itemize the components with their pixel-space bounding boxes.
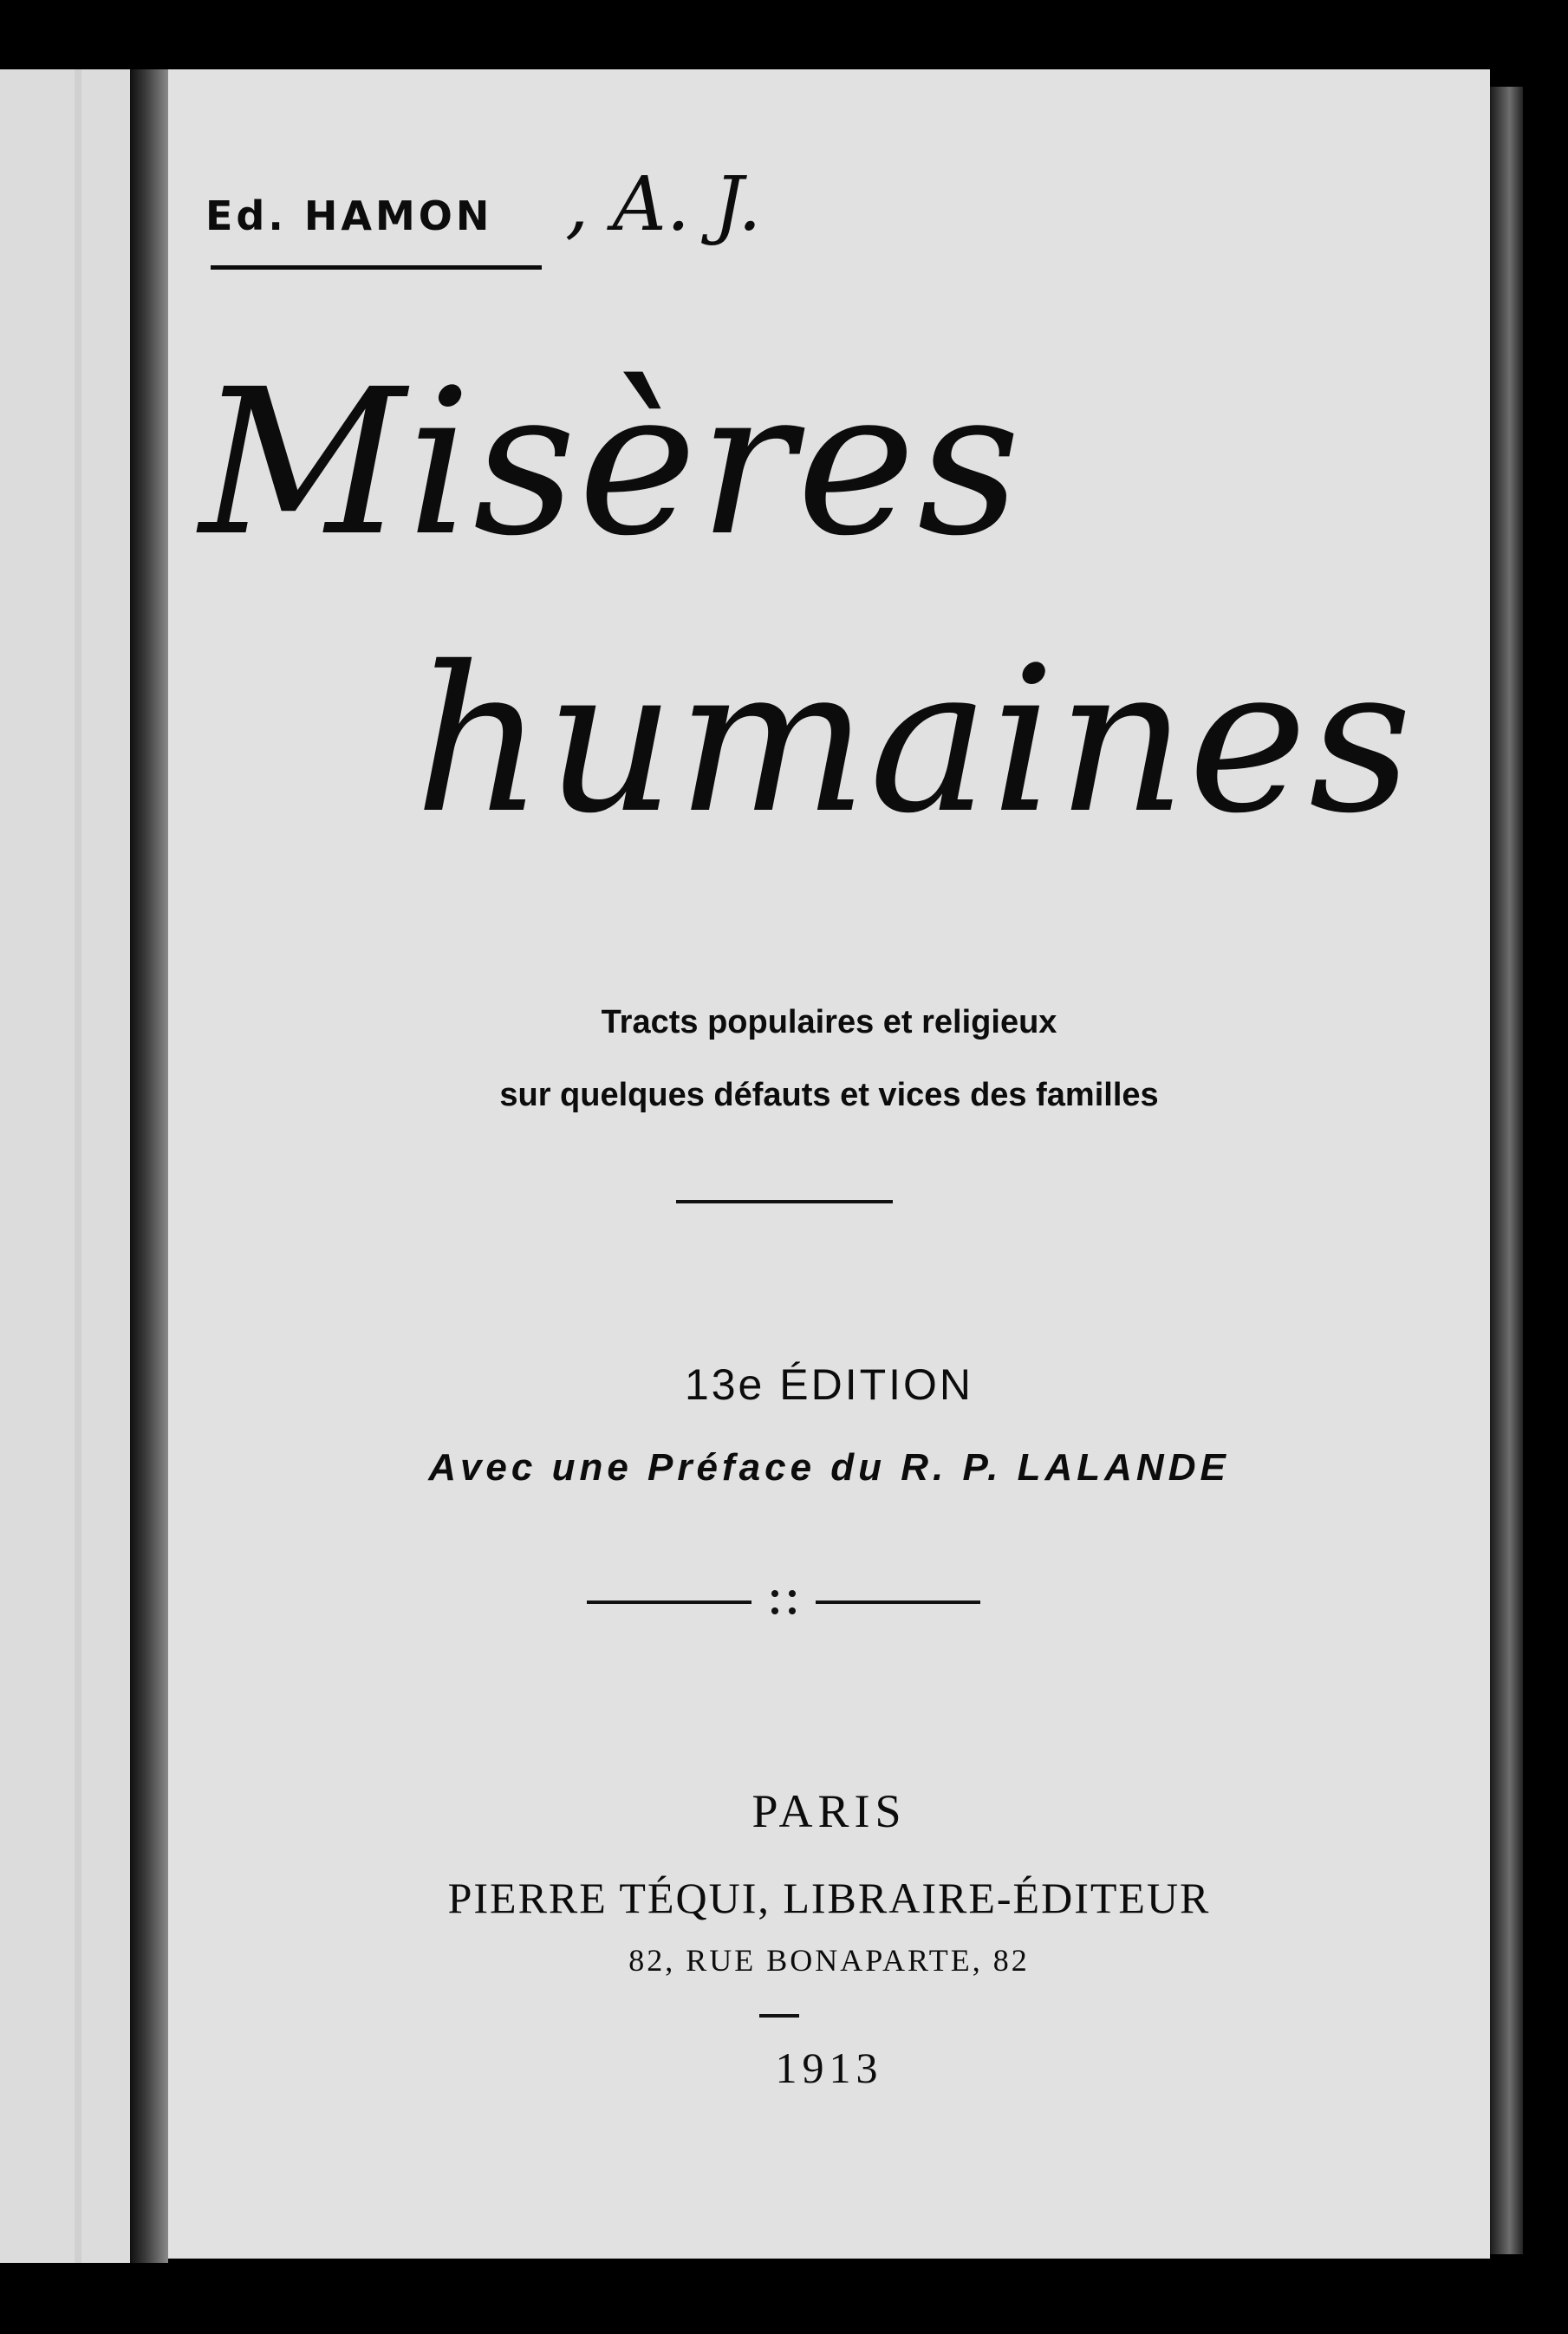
edition-label: 13e ÉDITION [684, 1360, 974, 1409]
ornament-dot [789, 1590, 796, 1597]
handwritten-annotation: , A. J. [565, 161, 762, 248]
subtitle-line-1: Tracts populaires et religieux [601, 1004, 1057, 1040]
imprint-city: PARIS [751, 1785, 907, 1837]
imprint-address: 82, RUE BONAPARTE, 82 [628, 1943, 1030, 1978]
ornament-dot [771, 1590, 778, 1597]
page-edge-right [1490, 87, 1523, 2254]
preface-credit: Avec une Préface du R. P. LALANDE [428, 1446, 1230, 1489]
ornamental-divider [587, 1585, 980, 1620]
imprint-publisher: PIERRE TÉQUI, LIBRAIRE-ÉDITEUR [447, 1874, 1211, 1922]
imprint-year: 1913 [775, 2044, 883, 2092]
ornament-line-right [816, 1601, 980, 1604]
author-name: Ed. HAMON [205, 192, 493, 239]
facing-page-edge [75, 69, 81, 2263]
ornament-dot [771, 1607, 778, 1614]
book-gutter [130, 69, 168, 2263]
short-rule [759, 2014, 799, 2018]
title-line-2: humaines [414, 623, 1415, 857]
divider-rule [676, 1200, 893, 1203]
ornament-dot [789, 1607, 796, 1614]
subtitle-line-2: sur quelques défauts et vices des familles [499, 1077, 1159, 1113]
ornament-line-left [587, 1601, 751, 1604]
author-underline [211, 265, 542, 270]
facing-page [0, 69, 130, 2263]
title-line-1: Misères [199, 346, 1023, 580]
